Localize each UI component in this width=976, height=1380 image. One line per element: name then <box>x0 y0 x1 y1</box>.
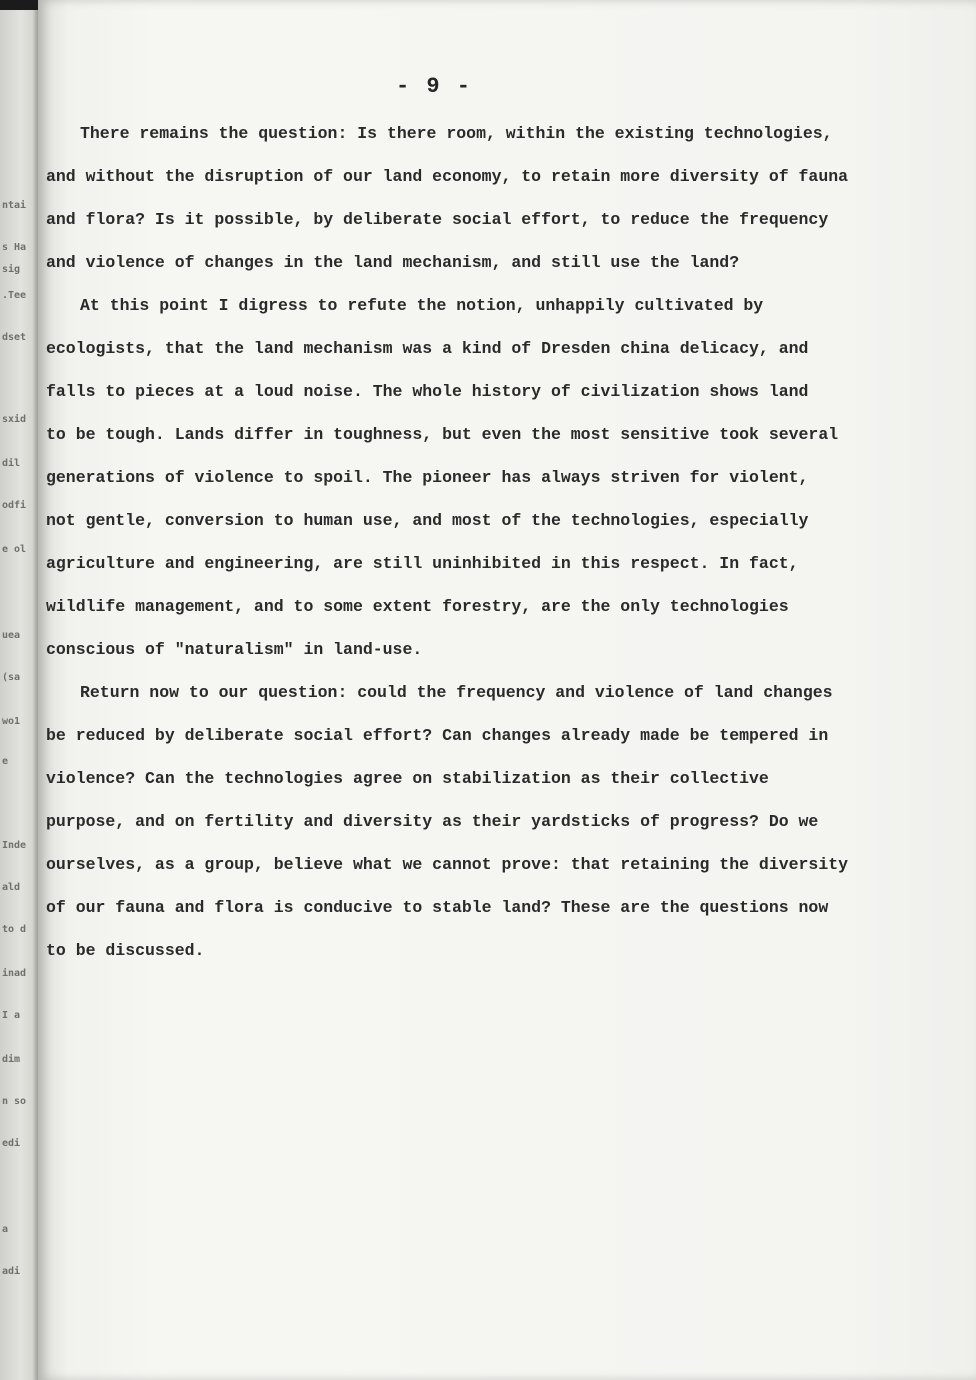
text-line: agriculture and engineering, are still uninhibited in this respect. In fact, <box>46 554 799 573</box>
text-line: falls to pieces at a loud noise. The whole history of civilization shows land <box>46 382 809 401</box>
body-text <box>46 112 926 972</box>
text-line: purpose, and on fertility and diversity as their yardsticks of progress? Do we <box>46 812 819 831</box>
text-line: ecologists, that the land mechanism was a kind of Dresden china delicacy, and <box>46 339 809 358</box>
text-line: At this point I digress to refute the notion, unhappily cultivated by <box>80 296 764 315</box>
typewritten-page <box>38 0 976 1380</box>
text-line: and flora? Is it possible, by deliberate social effort, to reduce the frequency <box>46 210 829 229</box>
paragraph-2 <box>46 284 926 671</box>
text-line: conscious of "naturalism" in land-use. <box>46 640 423 659</box>
text-line: and without the disruption of our land economy, to retain more diversity of fauna <box>46 167 849 186</box>
text-line: Return now to our question: could the frequency and violence of land changes <box>80 683 833 702</box>
paragraph-3 <box>46 671 926 972</box>
text-line: not gentle, conversion to human use, and most of the technologies, especially <box>46 511 809 530</box>
text-line: be reduced by deliberate social effort? Can changes already made be tempered in <box>46 726 829 745</box>
adjacent-page-edge: ntai s Ha sig .Tee dset sxid dil odfi e ol uea (sa wo1 e Inde ald to d inad I a dim n so edi a adi <box>0 10 38 1380</box>
text-line: generations of violence to spoil. The pioneer has always striven for violent, <box>46 468 809 487</box>
text-line: There remains the question: Is there room, within the existing technologies, <box>80 124 833 143</box>
text-line: to be discussed. <box>46 941 205 960</box>
paragraph-1 <box>46 112 926 284</box>
text-line: to be tough. Lands differ in toughness, but even the most sensitive took several <box>46 425 839 444</box>
text-line: violence? Can the technologies agree on stabilization as their collective <box>46 769 769 788</box>
text-line: wildlife management, and to some extent forestry, are the only technologies <box>46 597 789 616</box>
text-line: and violence of changes in the land mechanism, and still use the land? <box>46 253 740 272</box>
text-line: ourselves, as a group, believe what we cannot prove: that retaining the diversity <box>46 855 849 874</box>
page-number: - 9 - <box>396 74 473 99</box>
text-line: of our fauna and flora is conducive to stable land? These are the questions now <box>46 898 829 917</box>
